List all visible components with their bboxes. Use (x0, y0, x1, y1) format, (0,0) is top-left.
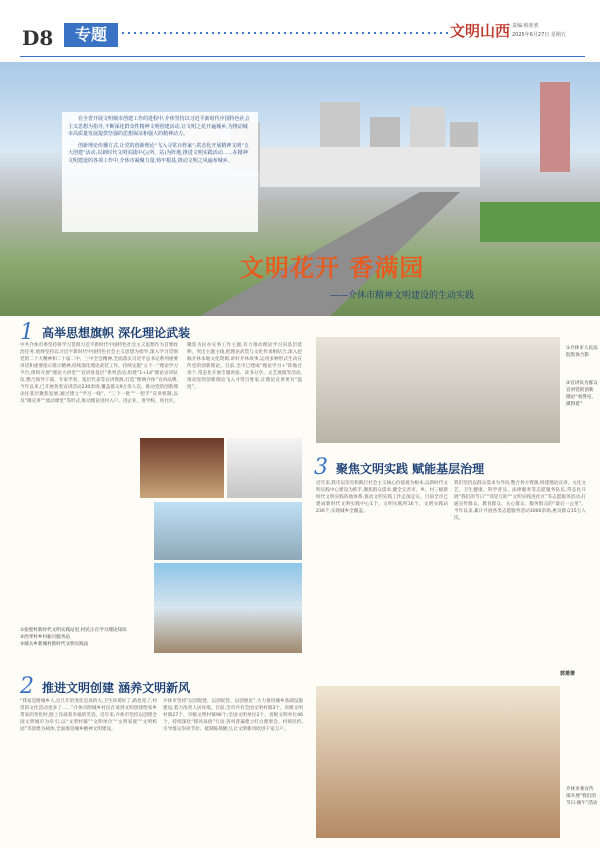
intro-paragraph-2: 创新理论传播方式,让党的创新理论“飞入寻常百姓家”;常态化开展精神文明“五大创建”活动;以新时代文明实践中心(所、站)为阵地,推进文明实践活动……在精神文明建设的各项工作中,介休市凝聚力量,铸牢根基,推动文明之风遍布城乡。 (68, 142, 249, 164)
brand-logo: 文明山西 (450, 22, 511, 40)
intro-paragraph-1: 在全省开展文明城市创建工作的进程中,介休坚持以习近平新时代中国特色社会主义思想为指导,不断深化群众性精神文明创建活动,让文明之花开遍城乡,为推动城市高质量发展提供坚强的思想保证和强大的精神动力。 (68, 116, 250, 137)
section3-col1: 近年来,我市以培育和践行社会主义核心价值观为根本,以新时代文明实践中心建设为抓手,聚焦群众需求,健全完善市、乡、村三级新时代文明实践阵地体系,推动文明实践工作走深走实。目前全市已建成新时代文明实践中心1个、文明实践所16个、文明实践站236个,实现城乡全覆盖。 (316, 481, 448, 514)
date: 2025年6月27日 (512, 32, 550, 38)
section1-col2: 聚焦为民办实事工作主题,有力推动理论学习向基层延伸。突出主题主线,把理论武装与文化传承相结合,深入挖掘介休本地文化资源,讲好介休故事,运用多种形式生动宣传党的创新理论。目前,全市已建成“理论学习+”阵地百余个,常态化开展专题讲座、读书分享、文艺展演等活动,推动党的创新理论飞入寻常百姓家,让理论宣讲更有“温度”。 (187, 343, 302, 390)
village-building-photo (154, 563, 302, 653)
caption-right-1: ①介休市人民法院集体合影 (566, 346, 598, 358)
section3-title: 聚焦文明实践 赋能基层治理 (336, 462, 485, 476)
intro-box (62, 112, 258, 232)
feature-title-part1: 文明花开 (240, 253, 340, 282)
feature-title (240, 248, 424, 283)
caption-bottom: 介休市委宣传部开展“我们的节日·端午”活动 (566, 787, 598, 806)
section1-title: 高举思想旗帜 深化理论武装 (42, 326, 191, 340)
section1-col1: 中共介休市委坚持将学习贯彻习近平新时代中国特色社会主义思想作为首要政治任务,始终坚持以习近平新时代中国特色社会主义思想为指导,深入学习贯彻党的二十大精神和二十届二中、三中全会精神,全面落实习近平总书记系列重要讲话和重要指示批示精神,持续深化理论武装工作。持续实施“五个一”理论学习平台,组织开展“理论大讲堂”“宣讲进基层”系列活动,组建“1+14”理论宣讲队伍,整合领导干部、专家学者、基层代表等宣讲资源,打造“理响介休”宣讲品牌,今年以来,已开展各类宣讲活动230余场,覆盖群众9万余人次。推动党的创新理论往基层聚焦发展,通过建立“学习一线”、“三个一批”“一把手”宣讲机制,以及“微宣讲”“流动课堂”等形式,推动理论进村入户、进企业、进学校、进社区。 (20, 343, 178, 404)
section1-number: 1 (20, 320, 34, 345)
section2-col1: “我家是附城乡人,这几年的变化是真的大,卫生环境好了,路也宽了,村里的文化活动也多了……”介休市附城乡村民在谈到文明创建给家乡带来的变化时,脸上洋溢着幸福的笑容。近年来,介休市坚持以创建全国文明城市为牵引,以“文明村镇”“文明单位”“文明家庭”“文明校园”等创建为载体,全面推进城乡精神文明建设。 (20, 699, 157, 732)
caption-left-1: ①张壁村新时代文明实践站里,村民正在学习理论知识 (20, 628, 127, 633)
header-dot-pattern (120, 30, 450, 38)
caption-right-2: ②宣讲员为群众宣讲党的创新理论“看得见、摸得着” (566, 381, 598, 407)
bookshelf-photo (140, 438, 224, 498)
feature-subtitle: ——介休市精神文明建设的生动实践 (330, 291, 475, 301)
section2-col2: 介休市坚持“以创促建、以创促管、以创惠民”,大力推进城乡基础设施建设,着力改善人居环境。目前,全市共有全国文明村镇3个、省级文明村镇27个、市级文明村镇96个;全国文明单位2个、省级文明单位46个。持续深化“移风易俗”行动,各村普遍建立红白理事会、村规民约,引导群众崇尚节俭、抵制陈规陋习,让文明新风吹进千家万户。 (163, 699, 303, 732)
page-number: D8 (22, 26, 54, 50)
exhibition-photo (227, 438, 302, 498)
section2-title: 推进文明创建 涵养文明新风 (42, 681, 191, 695)
section3-col2: 我们坚持以群众需求为导向,整合各方资源,组建理论宣讲、文化文艺、卫生健康、科学普及、法律服务等志愿服务队伍,常态化开展“我们的节日”“邻里互助”“文明实践进社区”等志愿服务活动,打通宣传群众、教育群众、关心群众、服务群众的“最后一公里”。今年以来,累计开展各类志愿服务活动3000余场,惠及群众15万人次。 (454, 481, 586, 521)
section-tag: 专题 (64, 23, 118, 47)
author: 郭萧萧 (560, 671, 576, 677)
festival-event-photo (316, 686, 560, 838)
header-rule (20, 56, 585, 57)
section3-number: 3 (314, 455, 328, 480)
service-center-photo (154, 502, 302, 560)
weekday: 星期五 (550, 32, 566, 38)
date-line (512, 31, 566, 38)
editor-line: 责编:韩亚欣 (512, 23, 539, 29)
court-group-photo (316, 337, 560, 443)
caption-left-3: ③城关乡新城村新时代文明实践站 (20, 642, 89, 647)
caption-left-2: ②西孝村乡村振兴服务站 (20, 635, 71, 640)
section2-number: 2 (20, 674, 34, 699)
feature-title-part2: 香满园 (349, 253, 425, 282)
